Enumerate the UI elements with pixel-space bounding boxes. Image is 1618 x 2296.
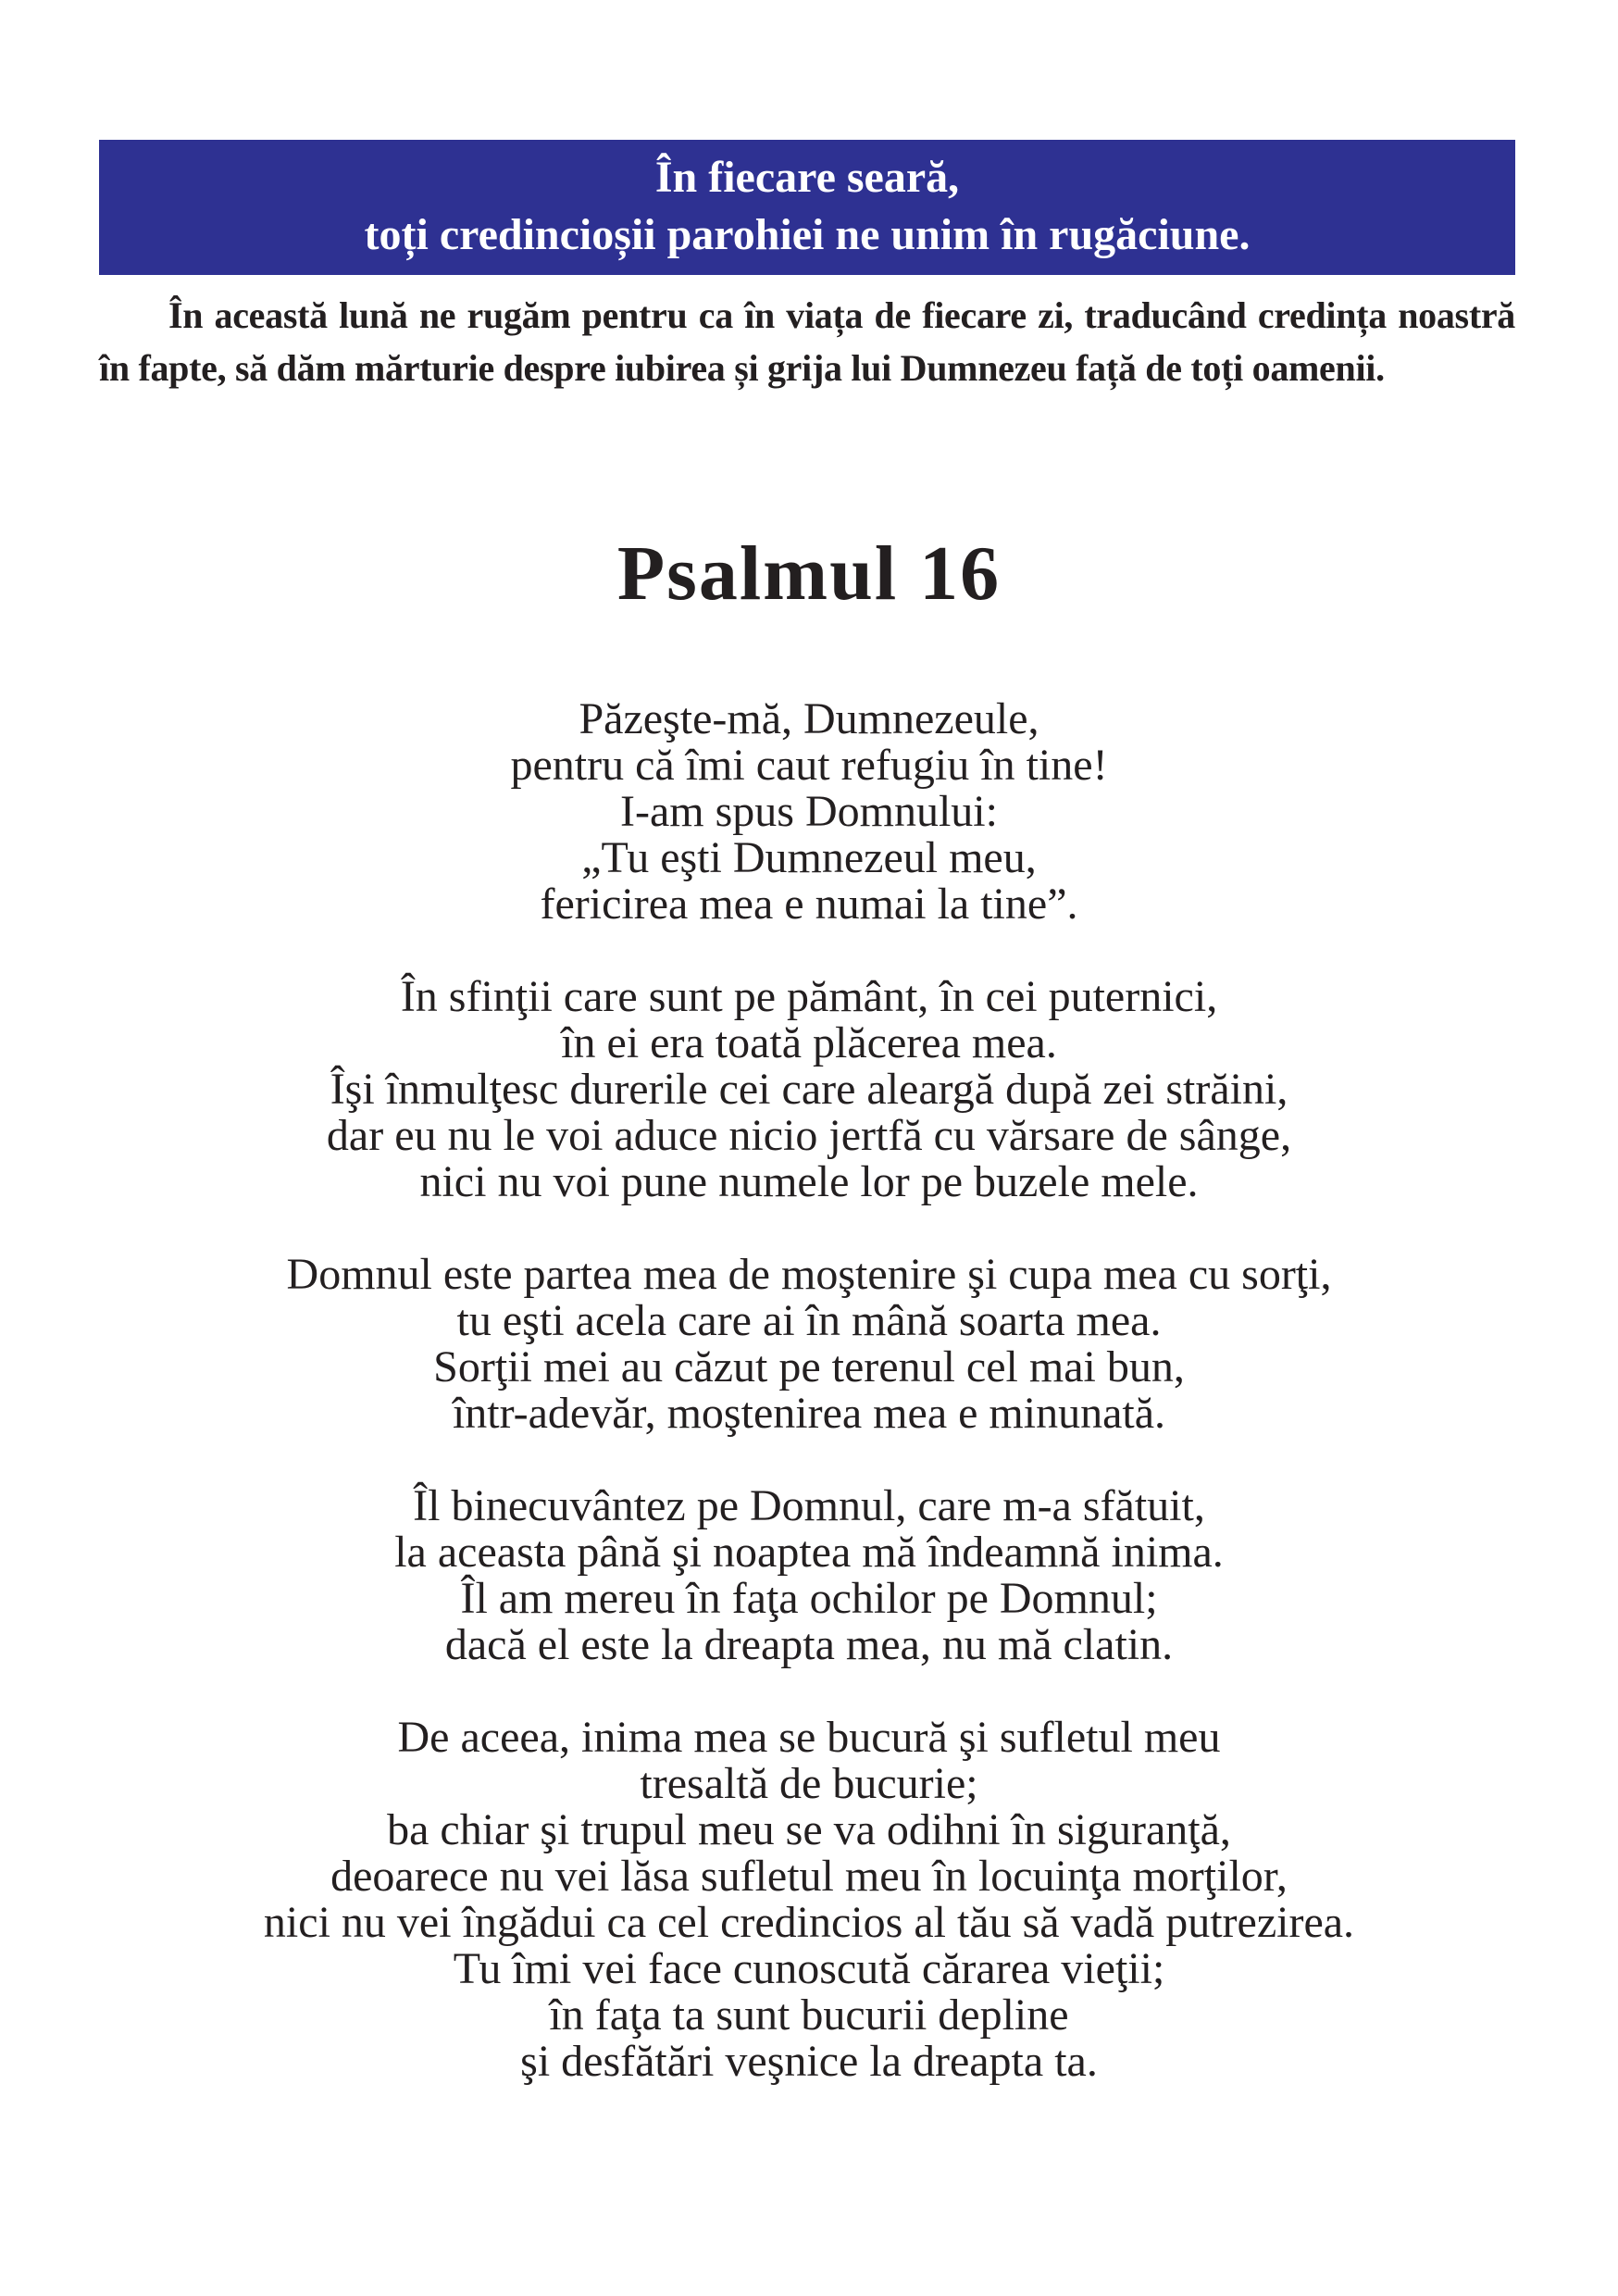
verse-line: Păzeşte-mă, Dumnezeule, (579, 694, 1039, 743)
verse-line: dar eu nu le voi aduce nicio jertfă cu vărsare de sânge, (326, 1111, 1292, 1160)
verse-line: tu eşti acela care ai în mână soarta mea. (456, 1296, 1162, 1345)
verse-line: Îl am mereu în faţa ochilor pe Domnul; (460, 1574, 1158, 1623)
verse-line: I-am spus Domnului: (620, 787, 998, 836)
verse-line: în ei era toată plăcerea mea. (561, 1018, 1057, 1067)
verse-line: la aceasta până şi noaptea mă îndeamnă inima. (394, 1528, 1224, 1577)
verse-line: Sorţii mei au căzut pe terenul cel mai bun, (433, 1342, 1185, 1391)
stanza (0, 696, 1618, 928)
verse-line: fericirea mea e numai la tine”. (540, 880, 1078, 929)
verse-line: dacă el este la dreapta mea, nu mă clatin. (444, 1620, 1174, 1669)
verse-line: Îl binecuvântez pe Domnul, care m-a sfătuit, (413, 1481, 1205, 1530)
verse-line: şi desfătări veşnice la dreapta ta. (520, 2037, 1098, 2086)
verse-line: În sfinţii care sunt pe pământ, în cei puternici, (400, 972, 1218, 1021)
verse-line: Domnul este partea mea de moştenire şi cupa mea cu sorţi, (286, 1250, 1332, 1299)
prayer-banner (99, 140, 1515, 275)
psalm-text (0, 696, 1618, 2085)
verse-line: Îşi înmulţesc durerile cei care aleargă după zei străini, (330, 1065, 1288, 1114)
banner-line-2: toți credincioșii parohiei ne unim în rugăciune. (364, 210, 1251, 259)
verse-line: tresaltă de bucurie; (640, 1759, 978, 1808)
verse-line: ba chiar şi trupul meu se va odihni în siguranţă, (387, 1805, 1231, 1854)
verse-line: în faţa ta sunt bucurii depline (549, 1990, 1069, 2040)
verse-line: nici nu voi pune numele lor pe buzele mele. (419, 1157, 1199, 1206)
psalm-title: Psalmul 16 (616, 530, 1002, 617)
verse-line: De aceea, inima mea se bucură şi sufletul meu (397, 1713, 1221, 1762)
verse-line: „Tu eşti Dumnezeul meu, (581, 833, 1037, 882)
verse-line: Tu îmi vei face cunoscută cărarea vieţii; (453, 1944, 1165, 1993)
stanza (0, 1483, 1618, 1668)
stanza (0, 1715, 1618, 2085)
banner-line-1: În fiecare seară, (654, 153, 960, 202)
verse-line: deoarece nu vei lăsa sufletul meu în locuinţa morţilor, (330, 1852, 1288, 1901)
stanza (0, 1252, 1618, 1437)
verse-line: într-adevăr, moştenirea mea e minunată. (452, 1389, 1166, 1438)
verse-line: nici nu vei îngădui ca cel credincios al tău să vadă putrezirea. (263, 1898, 1355, 1947)
intro-paragraph: În această lună ne rugăm pentru ca în viața de fiecare zi, traducând credința noastră în fapte, să dăm mărturie despre iubirea și grija lui Dumnezeu față de toți oamenii. (99, 294, 1515, 389)
verse-line: pentru că îmi caut refugiu în tine! (510, 741, 1108, 790)
stanza (0, 974, 1618, 1205)
